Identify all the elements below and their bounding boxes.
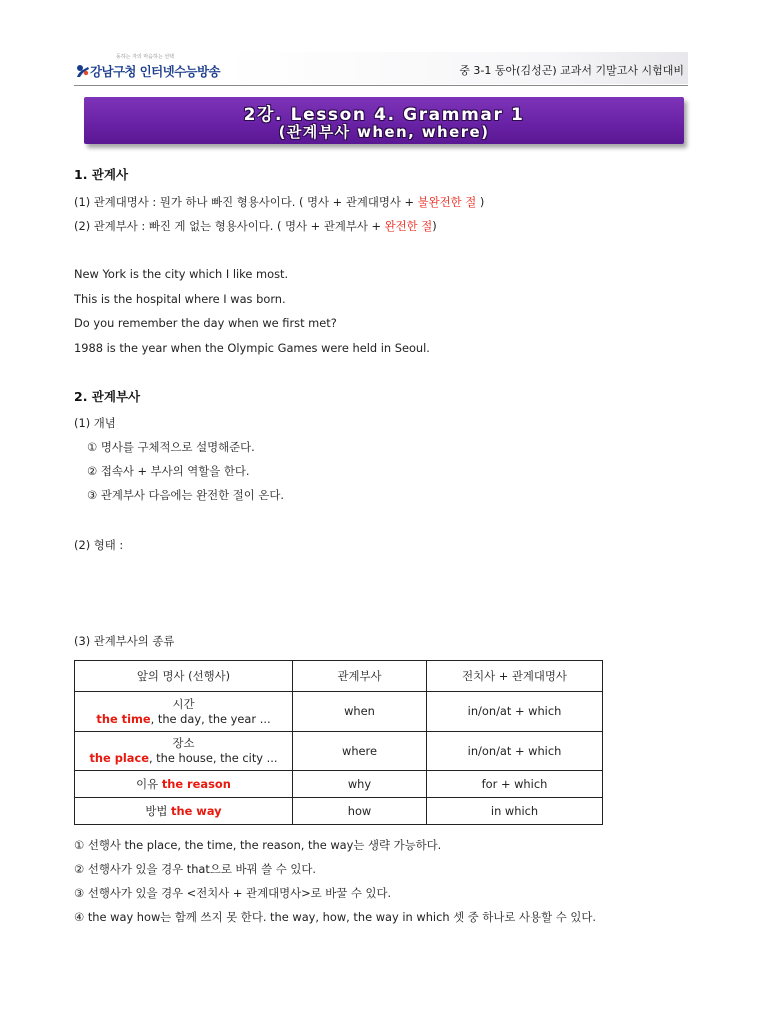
section1-heading: 1. 관계사 [74,167,129,182]
item2-highlight: 완전한 절 [384,219,433,233]
table-header-cell: 앞의 명사 (선행사) [75,661,293,692]
table-header-cell: 관계부사 [293,661,427,692]
table-row [75,692,603,732]
prep-cell: in/on/at + which [427,692,603,732]
antecedent-cell [75,771,293,798]
table-header-cell: 전치사 + 관계대명사 [427,661,603,692]
relative-adverb-table [74,660,603,825]
note-item: ④ the way how는 함께 쓰지 못 한다. the way, how, the way in which 셋 중 하나로 사용할 수 있다. [74,910,596,924]
header-subject: 중 3-1 동아(김성곤) 교과서 기말고사 시험대비 [459,64,684,77]
prep-cell: in which [427,798,603,825]
header [74,52,688,86]
adverb-cell: how [293,798,427,825]
concept-label: (1) 개념 [74,416,116,430]
table-row [75,771,603,798]
antecedent-category: 장소 [172,736,195,750]
note-item: ③ 선행사가 있을 경우 <전치사 + 관계대명사>로 바꿀 수 있다. [74,886,392,900]
antecedent-rest: , the day, the year ... [150,711,271,726]
section1-item1 [74,195,484,209]
antecedent-highlight: the place [89,751,149,765]
antecedent-highlight: the time [96,711,151,726]
example-sentence: Do you remember the day when we first met? [74,316,337,330]
item1-end: ) [476,195,485,209]
antecedent-category: 방법 [145,803,172,818]
logo-icon [76,64,90,78]
antecedent-category: 이유 [136,776,162,791]
table-header-row [75,661,603,692]
antecedent-highlight: the way [171,803,222,818]
antecedent-cell [75,732,293,771]
adverb-cell: why [293,771,427,798]
table-row [75,798,603,825]
types-label: (3) 관계부사의 종류 [74,634,175,648]
logo-name: 강남구청 인터넷수능방송 [90,64,220,79]
antecedent-cell [75,692,293,732]
logo [74,52,224,84]
antecedent-highlight: the reason [161,776,231,791]
adverb-cell: when [293,692,427,732]
concept-item: ③ 관계부사 다음에는 완전한 절이 온다. [87,488,284,502]
concept-item: ② 접속사 + 부사의 역할을 한다. [87,464,250,478]
prep-cell: in/on/at + which [427,732,603,771]
adverb-cell: where [293,732,427,771]
banner-title: 2강. Lesson 4. Grammar 1 [243,105,525,125]
example-sentence: 1988 is the year when the Olympic Games were held in Seoul. [74,341,430,355]
form-label: (2) 형태 : [74,538,124,552]
item1-highlight: 불완전한 절 [417,195,477,209]
section1-item2 [74,219,437,233]
antecedent-cell [75,798,293,825]
item2-end: ) [432,219,437,233]
antecedent-category: 시간 [172,696,195,711]
table-row [75,732,603,771]
title-banner [84,97,684,144]
concept-item: ① 명사를 구체적으로 설명해준다. [87,440,255,454]
antecedent-rest: , the house, the city ... [148,751,278,765]
example-sentence: New York is the city which I like most. [74,267,289,281]
header-divider [74,85,688,86]
section2-heading: 2. 관계부사 [74,389,141,404]
note-item: ① 선행사 the place, the time, the reason, the way는 생략 가능하다. [74,838,442,852]
logo-slogan: 동하는 자의 마음하는 선택 [116,54,174,60]
item1-text: (1) 관계대명사 : 뭔가 하나 빠진 형용사이다. ( 명사 + 관계대명사 + [74,195,418,209]
prep-cell: for + which [427,771,603,798]
item2-text: (2) 관계부사 : 빠진 게 없는 형용사이다. ( 명사 + 관계부사 + [74,219,385,233]
banner-subtitle: (관계부사 when, where) [278,123,490,141]
note-item: ② 선행사가 있을 경우 that으로 바꿔 쓸 수 있다. [74,862,316,876]
example-sentence: This is the hospital where I was born. [74,292,286,306]
